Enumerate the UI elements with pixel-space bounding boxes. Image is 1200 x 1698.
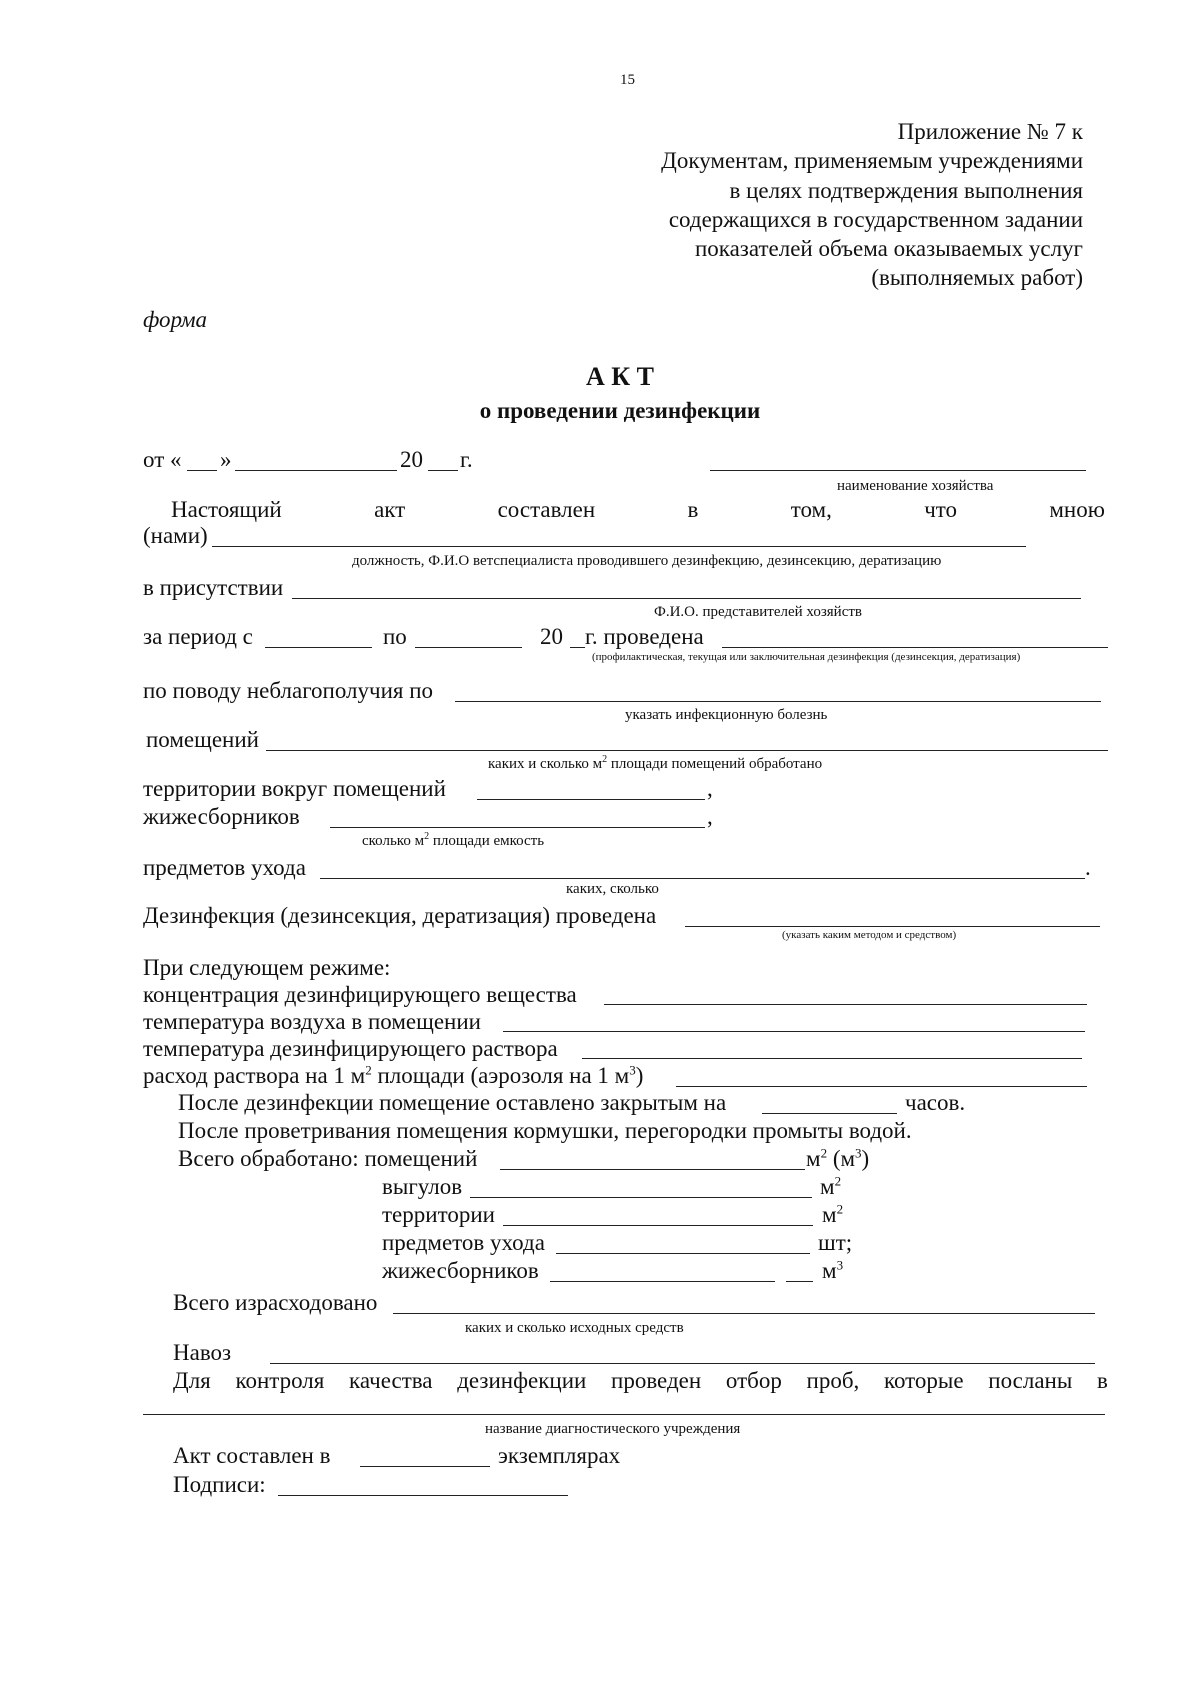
unit-text: м	[820, 1174, 835, 1199]
representatives-field[interactable]	[292, 598, 1081, 599]
control-word: отбор	[725, 1368, 782, 1393]
superscript: 2	[602, 754, 608, 765]
page-number: 15	[620, 72, 635, 88]
care-total-field[interactable]	[556, 1253, 810, 1254]
total-rooms-unit	[806, 1146, 869, 1172]
nami-label: (нами)	[143, 523, 208, 548]
closed-label: После дезинфекции помещение оставлено закрытым на	[178, 1090, 727, 1115]
territory-total-field[interactable]	[503, 1225, 813, 1226]
control-line	[173, 1368, 1108, 1394]
appendix-line: показателей объема оказываемых услуг	[694, 236, 1083, 262]
copies-label: Акт составлен в	[173, 1443, 331, 1468]
lab-field[interactable]	[143, 1414, 1105, 1415]
vet-specialist-field[interactable]	[212, 546, 1026, 547]
superscript: 2	[365, 1062, 372, 1078]
solution-temp-field[interactable]	[582, 1058, 1082, 1059]
consumption-field[interactable]	[676, 1086, 1087, 1087]
form-label: форма	[143, 307, 208, 332]
rooms-label: помещений	[146, 727, 259, 752]
lab-caption: название диагностического учреждения	[485, 1421, 741, 1437]
yards-label: выгулов	[382, 1174, 463, 1199]
concentration-field[interactable]	[604, 1004, 1087, 1005]
care-field[interactable]	[320, 878, 1085, 879]
unit-text: м	[822, 1258, 837, 1283]
act-title: А К Т	[586, 362, 654, 391]
control-word: которые	[883, 1368, 964, 1393]
superscript: 2	[424, 831, 430, 842]
appendix-line: Приложение № 7 к	[897, 119, 1083, 144]
territory-total-label: территории	[382, 1202, 495, 1227]
control-word: проведен	[611, 1368, 702, 1393]
control-word: посланы	[988, 1368, 1073, 1393]
disinfection-type-field[interactable]	[722, 647, 1108, 648]
label-text: )	[635, 1063, 644, 1088]
superscript: 3	[836, 1257, 844, 1273]
copies-field[interactable]	[360, 1466, 490, 1467]
tanks-total-field[interactable]	[550, 1281, 775, 1282]
concentration-label: концентрация дезинфицирующего вещества	[143, 982, 577, 1007]
unit-text: м	[822, 1202, 837, 1227]
period-from-label: за период с	[143, 624, 253, 649]
date-from-label: от «	[143, 447, 182, 472]
total-rooms-field[interactable]	[500, 1169, 805, 1170]
manure-field[interactable]	[270, 1363, 1095, 1364]
tanks-total-label: жижесборников	[382, 1258, 539, 1283]
appendix-line: (выполняемых работ)	[871, 265, 1083, 291]
intro-word: мною	[1049, 497, 1105, 522]
period-year-field[interactable]	[570, 647, 585, 648]
copies-suffix: экземплярах	[498, 1443, 621, 1468]
label-text: площади (аэрозоля на 1 м	[371, 1063, 630, 1088]
appendix-block	[661, 117, 1083, 293]
intro-word: в	[687, 497, 699, 522]
appendix-line: в целях подтверждения выполнения	[729, 177, 1083, 203]
signatures-field[interactable]	[278, 1495, 568, 1496]
disinfection-done-label: Дезинфекция (дезинсекция, дератизация) проведена	[143, 903, 657, 928]
rooms-field[interactable]	[266, 750, 1108, 751]
intro-word: акт	[374, 497, 406, 522]
manure-label: Навоз	[173, 1340, 232, 1365]
farm-caption: наименование хозяйства	[837, 478, 994, 494]
method-field[interactable]	[685, 926, 1100, 927]
superscript: 3	[855, 1145, 862, 1161]
reps-caption: Ф.И.О. представителей хозяйств	[654, 604, 863, 620]
tanks-total-volume-field[interactable]	[786, 1281, 813, 1282]
spent-field[interactable]	[393, 1313, 1095, 1314]
superscript: 3	[629, 1062, 636, 1078]
period-mark: .	[1085, 855, 1091, 880]
control-word: контроля	[235, 1368, 325, 1393]
year-field[interactable]	[428, 470, 458, 471]
solution-temp-label: температура дезинфицирующего раствора	[143, 1036, 558, 1061]
period-caption: (профилактическая, текущая или заключительная дезинфекция (дезинсекция, дератизация)	[592, 651, 1021, 663]
superscript: 2	[820, 1145, 828, 1161]
control-word: в	[1097, 1368, 1108, 1393]
care-total-label: предметов ухода	[382, 1230, 545, 1255]
intro-word: том,	[790, 497, 832, 522]
caption-text: каких и сколько м	[488, 756, 603, 772]
control-word: качества	[349, 1368, 433, 1393]
superscript: 2	[836, 1201, 844, 1217]
ventilation-text: После проветривания помещения кормушки, перегородки промыты водой.	[178, 1118, 912, 1143]
spent-label: Всего израсходовано	[173, 1290, 378, 1315]
day-field[interactable]	[187, 470, 217, 471]
comma: ,	[707, 776, 713, 801]
intro-line	[143, 497, 1105, 523]
care-caption: каких, сколько	[566, 881, 659, 897]
date-year-suffix: г.	[460, 447, 473, 472]
territory-field[interactable]	[477, 799, 705, 800]
control-word: проб,	[806, 1368, 860, 1393]
consumption-label	[143, 1063, 643, 1089]
superscript: 2	[834, 1173, 842, 1189]
tanks-field[interactable]	[330, 827, 705, 828]
care-total-unit: шт;	[818, 1230, 853, 1255]
act-subtitle: о проведении дезинфекции	[479, 398, 761, 423]
period-to-label: по	[383, 624, 407, 649]
control-word: дезинфекции	[457, 1368, 587, 1393]
total-label: Всего обработано: помещений	[178, 1146, 478, 1171]
tanks-label: жижесборников	[143, 804, 300, 829]
air-temp-field[interactable]	[503, 1031, 1085, 1032]
vet-caption: должность, Ф.И.О ветспециалиста проводившего дезинфекцию, дезинсекцию, дератизацию	[352, 553, 942, 569]
period-start-field[interactable]	[265, 647, 372, 648]
label-text: расход раствора на 1 м	[143, 1063, 366, 1088]
month-field[interactable]	[235, 470, 397, 471]
spent-caption: каких и сколько исходных средств	[465, 1320, 684, 1336]
care-label: предметов ухода	[143, 855, 306, 880]
disease-label: по поводу неблагополучия по	[143, 678, 434, 703]
hours-label: часов.	[905, 1090, 966, 1115]
unit-text: )	[861, 1146, 870, 1171]
disease-caption: указать инфекционную болезнь	[625, 707, 828, 723]
comma: ,	[707, 804, 713, 829]
disease-field[interactable]	[455, 701, 1101, 702]
tanks-total-unit	[822, 1258, 843, 1284]
rooms-caption	[488, 756, 822, 773]
yards-unit	[820, 1174, 841, 1200]
unit-text: м	[806, 1146, 821, 1171]
farm-name-field[interactable]	[710, 470, 1086, 471]
date-year-label: 20	[400, 447, 423, 472]
caption-text: площади помещений обработано	[607, 756, 823, 772]
presence-label: в присутствии	[143, 575, 284, 600]
air-temp-label: температура воздуха в помещении	[143, 1009, 481, 1034]
intro-word: Настоящий	[171, 497, 282, 522]
unit-text: (м	[827, 1146, 856, 1171]
period-done-label: г. проведена	[585, 624, 704, 649]
period-year-label: 20	[540, 624, 563, 649]
date-quote-close: »	[220, 447, 232, 472]
closed-hours-field[interactable]	[762, 1113, 897, 1114]
yards-field[interactable]	[470, 1197, 812, 1198]
caption-text: площади емкость	[429, 833, 545, 849]
territory-label: территории вокруг помещений	[143, 776, 446, 801]
appendix-line: содержащихся в государственном задании	[668, 206, 1083, 232]
mode-heading: При следующем режиме:	[143, 955, 391, 980]
intro-word: что	[924, 497, 958, 522]
intro-word: составлен	[497, 497, 596, 522]
control-word: Для	[173, 1368, 211, 1393]
caption-text: сколько м	[362, 833, 425, 849]
period-end-field[interactable]	[415, 647, 522, 648]
appendix-line: Документам, применяемым учреждениями	[661, 148, 1083, 174]
signatures-label: Подписи:	[173, 1472, 266, 1497]
territory-total-unit	[822, 1202, 843, 1228]
method-caption: (указать каким методом и средством)	[782, 929, 957, 941]
tanks-caption	[362, 833, 544, 850]
